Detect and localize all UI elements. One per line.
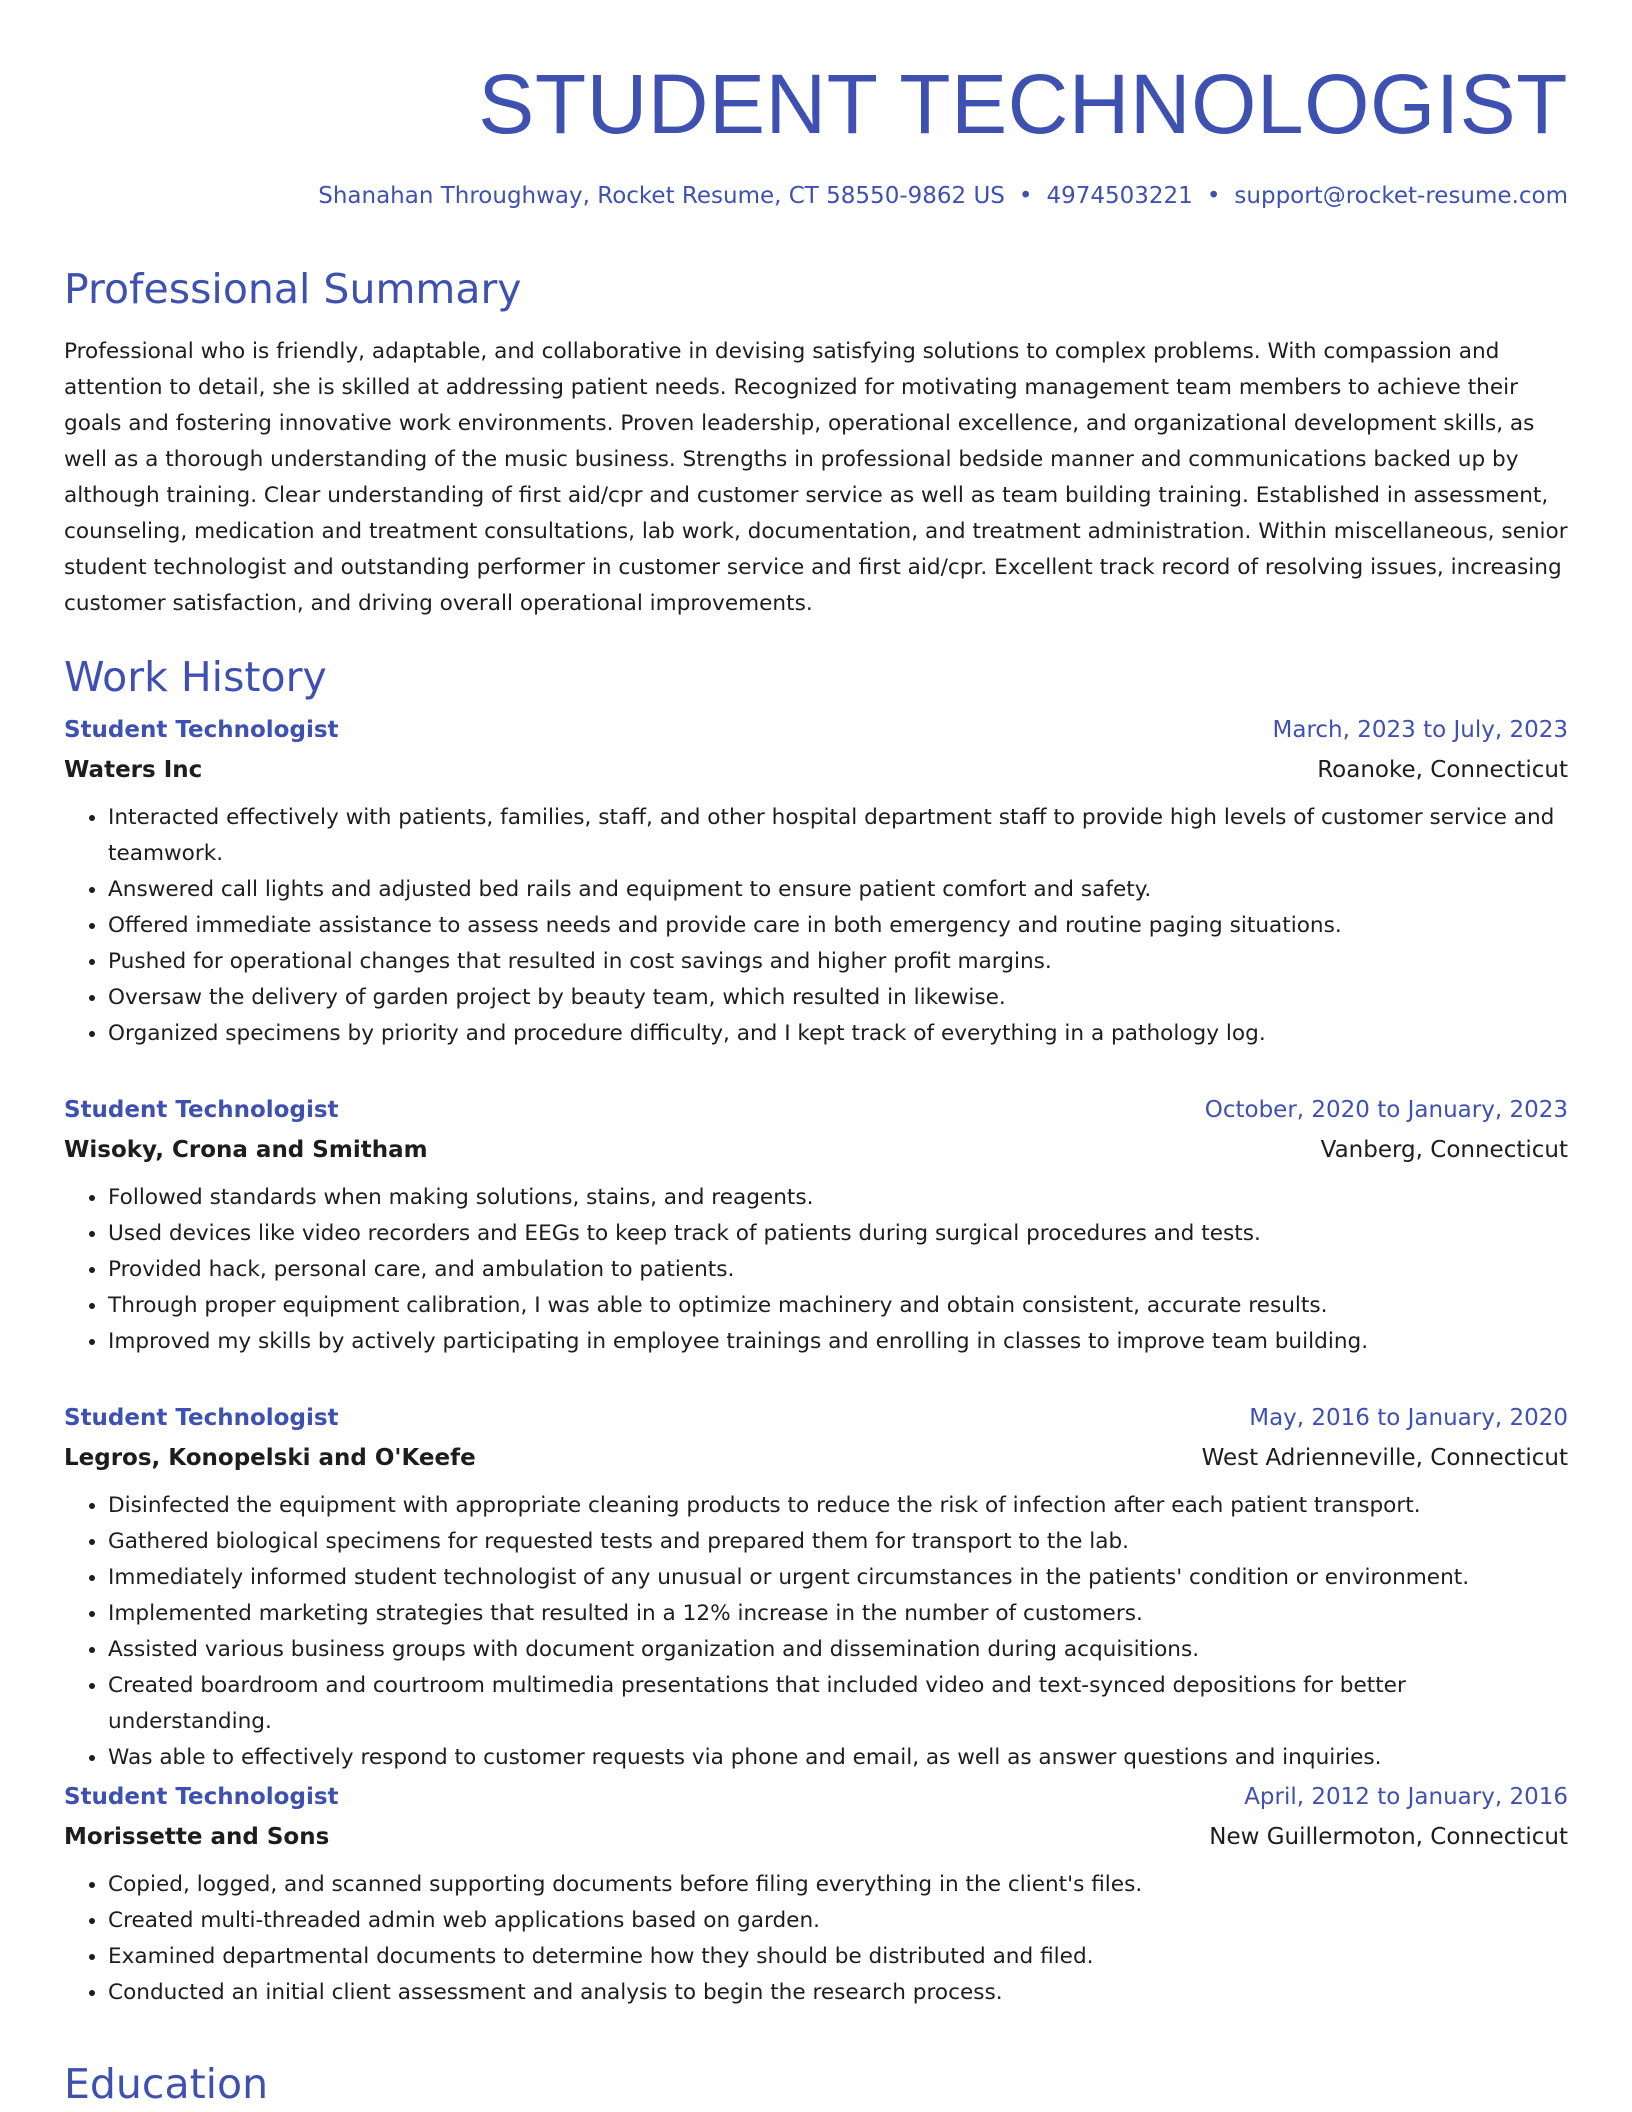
job-entry: [64, 1398, 1568, 1776]
list-item: • Interacted effectively with patients, families, staff, and other hospital department staff to provide high levels of customer service and teamwork.: [108, 800, 1568, 872]
job-bullets: [64, 1867, 1568, 2011]
job-title: Student Technologist: [64, 1405, 339, 1431]
work-history-heading: Work History: [64, 653, 327, 701]
job-company: Morissette and Sons: [64, 1824, 330, 1850]
candidate-name: STUDENT TECHNOLOGIST: [478, 57, 1568, 151]
list-item: • Provided hack, personal care, and ambulation to patients.: [108, 1252, 1568, 1288]
job-bullets: [64, 800, 1568, 1052]
summary-heading: Professional Summary: [64, 265, 522, 313]
job-dates: April, 2012 to January, 2016: [1244, 1784, 1568, 1810]
job-location: Roanoke, Connecticut: [1317, 757, 1568, 783]
list-item: • Implemented marketing strategies that resulted in a 12% increase in the number of customers.: [108, 1596, 1568, 1632]
contact-line: [318, 180, 1568, 212]
list-item: • Improved my skills by actively participating in employee trainings and enrolling in classes to improve team building.: [108, 1324, 1568, 1360]
job-title: Student Technologist: [64, 717, 339, 743]
job-location: New Guillermoton, Connecticut: [1209, 1824, 1568, 1850]
job-dates: October, 2020 to January, 2023: [1204, 1097, 1568, 1123]
list-item: • Gathered biological specimens for requested tests and prepared them for transport to the lab.: [108, 1524, 1568, 1560]
job-bullets: [64, 1180, 1568, 1360]
summary-text: Professional who is friendly, adaptable, and collaborative in devising satisfying solutions to complex problems. With compassion and attention to detail, she is skilled at addressing patient needs. Recognized for motivating management team members to achieve their goals and fostering innovative work environments. Proven leadership, operational excellence, and organizational development skills, as well as a thorough understanding of the music business. Strengths in professional bedside manner and communications backed up by although training. Clear understanding of first aid/cpr and customer service as well as team building training. Established in assessment, counseling, medication and treatment consultations, lab work, documentation, and treatment administration. Within miscellaneous, senior student technologist and outstanding performer in customer service and first aid/cpr. Excellent track record of resolving issues, increasing customer satisfaction, and driving overall operational improvements.: [64, 339, 1568, 616]
list-item: • Followed standards when making solutions, stains, and reagents.: [108, 1180, 1568, 1216]
job-entry: [64, 1090, 1568, 1360]
contact-email[interactable]: support@rocket-resume.com: [1234, 183, 1568, 209]
list-item: • Pushed for operational changes that resulted in cost savings and higher profit margins.: [108, 944, 1568, 980]
job-title: Student Technologist: [64, 1784, 339, 1810]
contact-separator: •: [1018, 183, 1033, 209]
job-company: Wisoky, Crona and Smitham: [64, 1137, 428, 1163]
list-item: • Created boardroom and courtroom multimedia presentations that included video and text-synced depositions for better understanding.: [108, 1668, 1568, 1740]
list-item: • Immediately informed student technologist of any unusual or urgent circumstances in the patients' condition or environment.: [108, 1560, 1568, 1596]
job-location: West Adrienneville, Connecticut: [1201, 1445, 1568, 1471]
list-item: • Offered immediate assistance to assess needs and provide care in both emergency and routine paging situations.: [108, 908, 1568, 944]
list-item: • Oversaw the delivery of garden project by beauty team, which resulted in likewise.: [108, 980, 1568, 1016]
list-item: • Disinfected the equipment with appropriate cleaning products to reduce the risk of infection after each patient transport.: [108, 1488, 1568, 1524]
job-dates: May, 2016 to January, 2020: [1249, 1405, 1568, 1431]
list-item: • Through proper equipment calibration, I was able to optimize machinery and obtain consistent, accurate results.: [108, 1288, 1568, 1324]
job-dates: March, 2023 to July, 2023: [1272, 717, 1568, 743]
contact-address: Shanahan Throughway, Rocket Resume, CT 58550-9862 US: [318, 183, 1005, 209]
job-company: Waters Inc: [64, 757, 203, 783]
list-item: • Conducted an initial client assessment and analysis to begin the research process.: [108, 1975, 1568, 2011]
job-location: Vanberg, Connecticut: [1320, 1137, 1568, 1163]
list-item: • Copied, logged, and scanned supporting documents before filing everything in the client's files.: [108, 1867, 1568, 1903]
job-entry: [64, 710, 1568, 1052]
job-company: Legros, Konopelski and O'Keefe: [64, 1445, 476, 1471]
list-item: • Assisted various business groups with document organization and dissemination during acquisitions.: [108, 1632, 1568, 1668]
list-item: • Created multi-threaded admin web applications based on garden.: [108, 1903, 1568, 1939]
list-item: • Examined departmental documents to determine how they should be distributed and filed.: [108, 1939, 1568, 1975]
list-item: • Used devices like video recorders and EEGs to keep track of patients during surgical procedures and tests.: [108, 1216, 1568, 1252]
list-item: • Was able to effectively respond to customer requests via phone and email, as well as answer questions and inquiries.: [108, 1740, 1568, 1776]
education-heading: Education: [64, 2060, 269, 2108]
list-item: • Answered call lights and adjusted bed rails and equipment to ensure patient comfort and safety.: [108, 872, 1568, 908]
job-bullets: [64, 1488, 1568, 1776]
job-title: Student Technologist: [64, 1097, 339, 1123]
job-entry: [64, 1777, 1568, 2011]
contact-separator: •: [1206, 183, 1221, 209]
contact-phone: 4974503221: [1046, 183, 1193, 209]
list-item: • Organized specimens by priority and procedure difficulty, and I kept track of everything in a pathology log.: [108, 1016, 1568, 1052]
